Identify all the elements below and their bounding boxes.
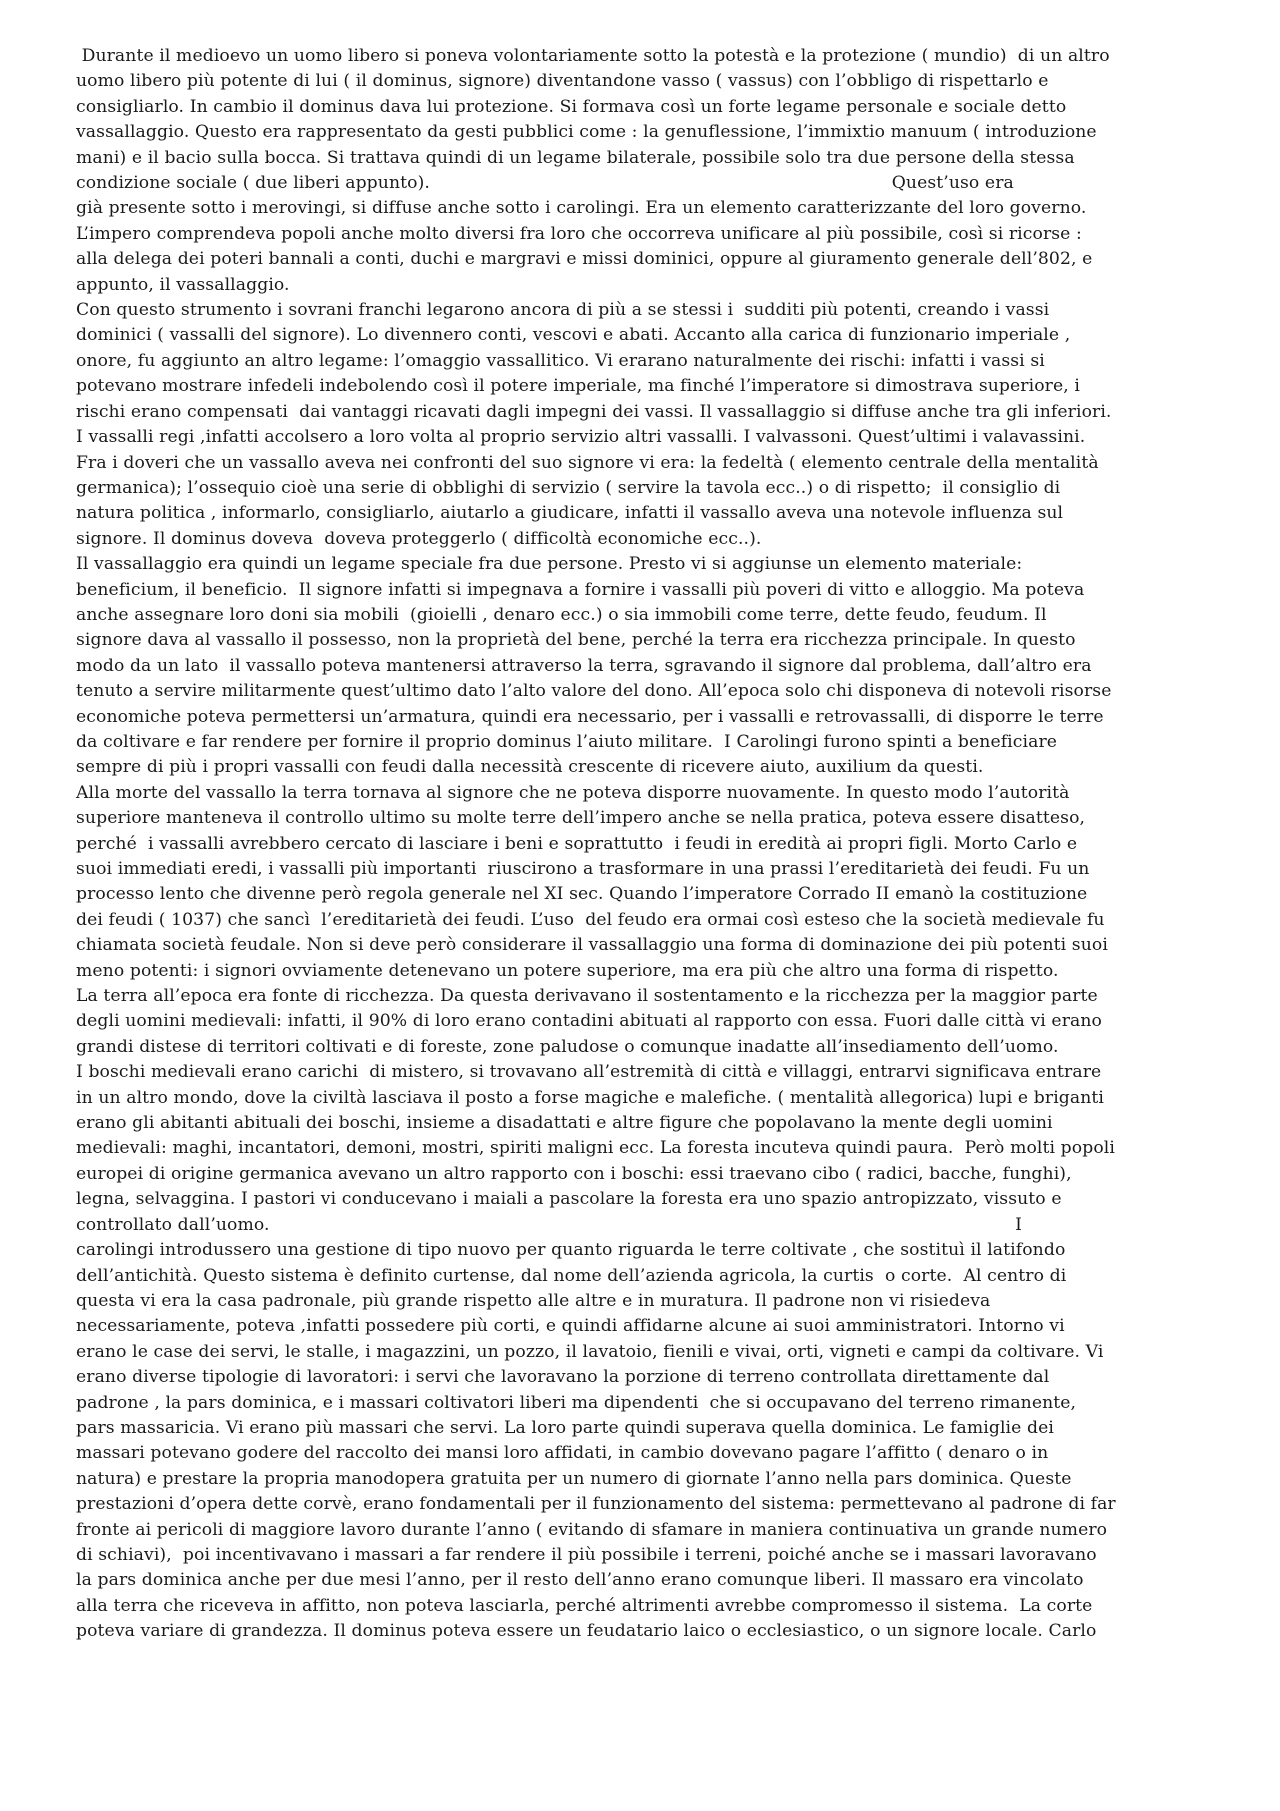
text-line: consigliarlo. In cambio il dominus dava lui protezione. Si formava così un forte legame personale e sociale detto xyxy=(76,96,1067,117)
text-line: prestazioni d’opera dette corvè, erano fondamentali per il funzionamento del sistema: permettevano al padrone di far xyxy=(76,1494,1116,1515)
text-line: appunto, il vassallaggio. xyxy=(76,274,290,295)
text-line: signore. Il dominus doveva doveva proteggerlo ( difficoltà economiche ecc..). xyxy=(76,528,762,549)
text-line: fronte ai pericoli di maggiore lavoro durante l’anno ( evitando di sfamare in maniera continuativa un grande numero xyxy=(76,1519,1108,1540)
text-line: onore, fu aggiunto an altro legame: l’omaggio vassallitico. Vi erarano naturalmente dei rischi: infatti i vassi si xyxy=(76,350,1045,371)
text-line: economiche poteva permettersi un’armatura, quindi era necessario, per i vassalli e retrovassalli, di disporre le terre xyxy=(76,706,1104,727)
text-line: natura politica , informarlo, consigliarlo, aiutarlo a giudicare, infatti il vassallo aveva una notevole influenza sul xyxy=(76,503,1064,524)
text-line: rischi erano compensati dai vantaggi ricavati dagli impegni dei vassi. Il vassallaggio si diffuse anche tra gli inferiori. xyxy=(76,401,1112,422)
text-line: mani) e il bacio sulla bocca. Si trattava quindi di un legame bilaterale, possibile solo tra due persone della stessa xyxy=(76,147,1075,168)
text-line: uomo libero più potente di lui ( il dominus, signore) diventandone vasso ( vassus) con l’obbligo di rispettarlo e xyxy=(76,71,1049,92)
text-line: I boschi medievali erano carichi di mistero, si trovavano all’estremità di città e villaggi, entrarvi significava entrare xyxy=(76,1062,1102,1083)
text-line: chiamata società feudale. Non si deve però considerare il vassallaggio una forma di dominazione dei più potenti suoi xyxy=(76,935,1108,956)
text-line: pars massaricia. Vi erano più massari che servi. La loro parte quindi superava quella dominica. Le famiglie dei xyxy=(76,1417,1054,1438)
text-line: questa vi era la casa padronale, più grande rispetto alle altre e in muratura. Il padrone non vi risiedeva xyxy=(76,1290,991,1311)
text-line: carolingi introdussero una gestione di tipo nuovo per quanto riguarda le terre coltivate , che sostituì il latifondo xyxy=(76,1240,1066,1261)
text-line: vassallaggio. Questo era rappresentato da gesti pubblici come : la genuflessione, l’immixtio manuum ( introduzione xyxy=(76,122,1097,143)
text-line: degli uomini medievali: infatti, il 90% di loro erano contadini abituati al rapporto con essa. Fuori dalle città vi erano xyxy=(76,1011,1102,1032)
text-line: necessariamente, poteva ,infatti possedere più corti, e quindi affidarne alcune ai suoi amministratori. Intorno vi xyxy=(76,1316,1065,1337)
text-line: erano le case dei servi, le stalle, i magazzini, un pozzo, il lavatoio, fienili e vivai, orti, vigneti e campi da coltivare. Vi xyxy=(76,1341,1104,1362)
text-line: erano diverse tipologie di lavoratori: i servi che lavoravano la porzione di terreno controllata direttamente dal xyxy=(76,1367,1050,1388)
text-line: processo lento che divenne però regola generale nel XI sec. Quando l’imperatore Corrado II emanò la costituzione xyxy=(76,884,1088,905)
text-line: poteva variare di grandezza. Il dominus poteva essere un feudatario laico o ecclesiastico, o un signore locale. Carlo xyxy=(76,1621,1097,1642)
text-line: modo da un lato il vassallo poteva mantenersi attraverso la terra, sgravando il signore dal problema, dall’altro era xyxy=(76,655,1092,676)
text-line: I vassalli regi ,infatti accolsero a loro volta al proprio servizio altri vassalli. I valvassoni. Quest’ultimi i valavassini. xyxy=(76,427,1086,448)
text-line: Il vassallaggio era quindi un legame speciale fra due persone. Presto vi si aggiunse un elemento materiale: xyxy=(76,554,1023,575)
text-line: beneficium, il beneficio. Il signore infatti si impegnava a fornire i vassalli più poveri di vitto e alloggio. Ma poteva xyxy=(76,579,1085,600)
text-line: Durante il medioevo un uomo libero si poneva volontariamente sotto la potestà e la protezione ( mundio) di un altro xyxy=(76,46,1110,66)
text-line: L’impero comprendeva popoli anche molto diversi fra loro che occorreva unificare al più possibile, così si ricorse : xyxy=(76,223,1082,244)
text-line: suoi immediati eredi, i vassalli più importanti riuscirono a trasformare in una prassi l’ereditarietà dei feudi. Fu un xyxy=(76,859,1090,879)
text-line: condizione sociale ( due liberi appunto). Quest’uso era xyxy=(76,173,1014,194)
text-line: Alla morte del vassallo la terra tornava al signore che ne poteva disporre nuovamente. In questo modo l’autorità xyxy=(76,782,1070,803)
text-line: dominici ( vassalli del signore). Lo divennero conti, vescovi e abati. Accanto alla carica di funzionario imperiale , xyxy=(76,325,1071,346)
text-line: medievali: maghi, incantatori, demoni, mostri, spiriti maligni ecc. La foresta incuteva quindi paura. Però molti popoli xyxy=(76,1138,1115,1159)
text-line: dei feudi ( 1037) che sancì l’ereditarietà dei feudi. L’uso del feudo era ormai così esteso che la società medievale fu xyxy=(76,909,1105,930)
text-line: Con questo strumento i sovrani franchi legarono ancora di più a se stessi i sudditi più potenti, creando i vassi xyxy=(76,300,1050,321)
text-line: di schiavi), poi incentivavano i massari a far rendere il più possibile i terreni, poiché anche se i massari lavoravano xyxy=(76,1544,1097,1565)
text-line: Fra i doveri che un vassallo aveva nei confronti del suo signore vi era: la fedeltà ( elemento centrale della mentalità xyxy=(76,452,1099,473)
text-line: signore dava al vassallo il possesso, non la proprietà del bene, perché la terra era ricchezza principale. In questo xyxy=(76,630,1076,651)
text-line: già presente sotto i merovingi, si diffuse anche sotto i carolingi. Era un elemento caratterizzante del loro governo. xyxy=(76,198,1087,219)
text-line: germanica); l’ossequio cioè una serie di obblighi di servizio ( servire la tavola ecc..) o di rispetto; il consiglio di xyxy=(76,477,1061,498)
text-line: massari potevano godere del raccolto dei mansi loro affidati, in cambio dovevano pagare l’affitto ( denaro o in xyxy=(76,1443,1049,1464)
text-line: da coltivare e far rendere per fornire il proprio dominus l’aiuto militare. I Carolingi furono spinti a beneficiare xyxy=(76,731,1058,752)
text-line: erano gli abitanti abituali dei boschi, insieme a disadattati e altre figure che popolavano la mente degli uomini xyxy=(76,1113,1053,1134)
text-line: legna, selvaggina. I pastori vi conducevano i maiali a pascolare la foresta era uno spazio antropizzato, vissuto e xyxy=(76,1189,1062,1210)
text-line: europei di origine germanica avevano un altro rapporto con i boschi: essi traevano cibo ( radici, bacche, funghi), xyxy=(76,1163,1072,1184)
document-page xyxy=(76,44,1211,1645)
text-line: natura) e prestare la propria manodopera gratuita per un numero di giornate l’anno nella pars dominica. Queste xyxy=(76,1468,1072,1489)
text-line: alla delega dei poteri bannali a conti, duchi e margravi e missi dominici, oppure al giuramento generale dell’802, e xyxy=(76,249,1093,270)
text-line: perché i vassalli avrebbero cercato di lasciare i beni e soprattutto i feudi in eredità ai propri figli. Morto Carlo e xyxy=(76,833,1078,854)
document-body xyxy=(76,44,1211,1645)
text-line: potevano mostrare infedeli indebolendo così il potere imperiale, ma finché l’imperatore si dimostrava superiore, i xyxy=(76,376,1080,397)
text-line: grandi distese di territori coltivati e di foreste, zone paludose o comunque inadatte all’insediamento dell’uomo. xyxy=(76,1036,1059,1057)
text-line: superiore manteneva il controllo ultimo su molte terre dell’impero anche se nella pratica, poteva essere disatteso, xyxy=(76,808,1086,829)
text-line: meno potenti: i signori ovviamente detenevano un potere superiore, ma era più che altro una forma di rispetto. xyxy=(76,960,1059,981)
text-line: sempre di più i propri vassalli con feudi dalla necessità crescente di ricevere aiuto, auxilium da questi. xyxy=(76,757,984,778)
text-line: padrone , la pars dominica, e i massari coltivatori liberi ma dipendenti che si occupavano del terreno rimanente, xyxy=(76,1392,1077,1413)
text-line: alla terra che riceveva in affitto, non poteva lasciarla, perché altrimenti avrebbe compromesso il sistema. La corte xyxy=(76,1595,1093,1616)
text-line: in un altro mondo, dove la civiltà lasciava il posto a forse magiche e malefiche. ( mentalità allegorica) lupi e briganti xyxy=(76,1087,1105,1108)
text-line: tenuto a servire militarmente quest’ultimo dato l’alto valore del dono. All’epoca solo chi disponeva di notevoli risorse xyxy=(76,681,1112,702)
text-line: controllato dall’uomo. I xyxy=(76,1214,1022,1235)
text-line: anche assegnare loro doni sia mobili (gioielli , denaro ecc.) o sia immobili come terre, dette feudo, feudum. Il xyxy=(76,604,1047,625)
text-line: La terra all’epoca era fonte di ricchezza. Da questa derivavano il sostentamento e la ricchezza per la maggior parte xyxy=(76,986,1098,1007)
text-line: dell’antichità. Questo sistema è definito curtense, dal nome dell’azienda agricola, la curtis o corte. Al centro di xyxy=(76,1265,1067,1286)
text-line: la pars dominica anche per due mesi l’anno, per il resto dell’anno erano comunque liberi. Il massaro era vincolato xyxy=(76,1570,1084,1591)
